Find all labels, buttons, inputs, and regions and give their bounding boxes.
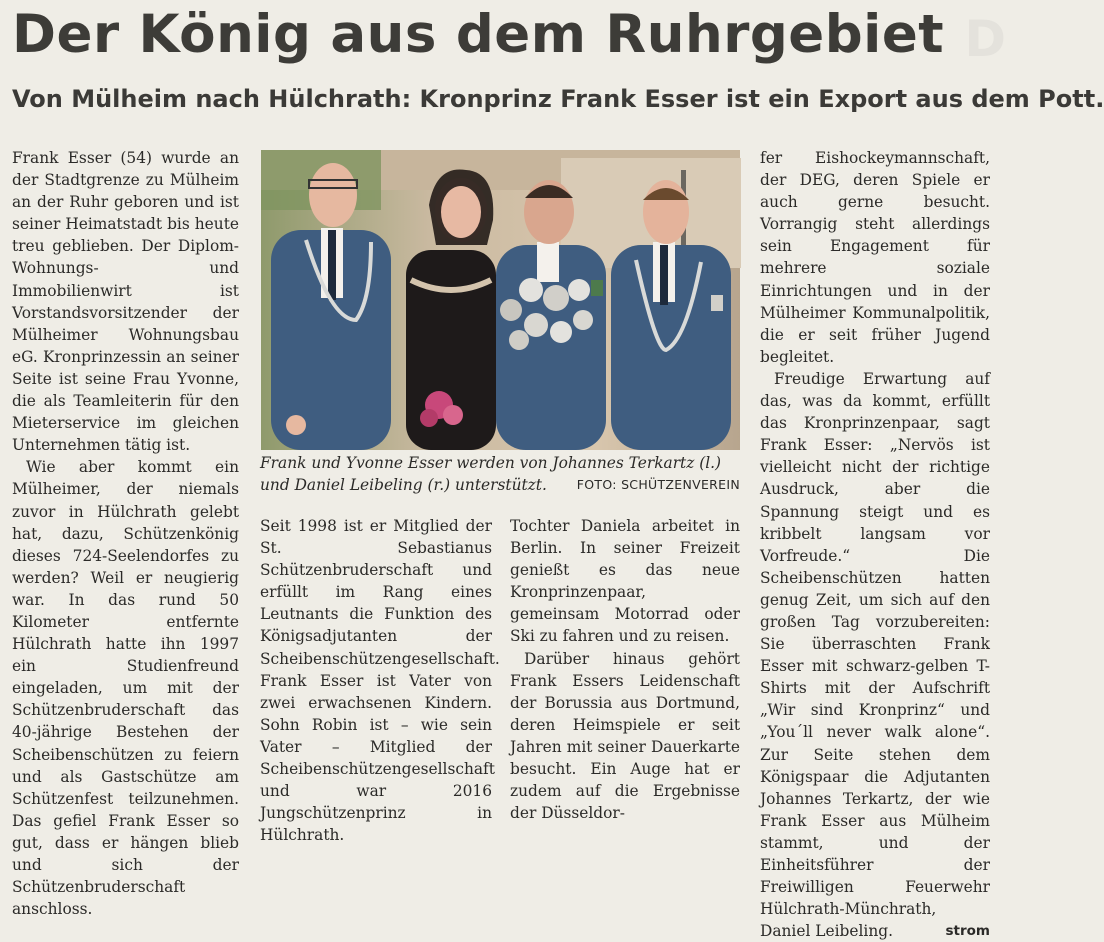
ghost-headline-fragment: D [964,10,1006,68]
paragraph: Tochter Daniela arbeitet in Berlin. In seiner Freizeit genießt es das neue Kronprinzenpaar, gemeinsam Motorrad oder Ski zu fahren und zu reisen. [510,517,740,646]
paragraph: Darüber hinaus gehört Frank Essers Leidenschaft der Borussia aus Dortmund, deren Heimspiele er seit Jahren mit seiner Dauerkarte besucht. Ein Auge hat er zudem auf die Ergebnisse der Düsseldor- [510,649,740,823]
subheadline: Von Mülheim nach Hülchrath: Kronprinz Frank Esser ist ein Export aus dem Pott. [12,85,1104,113]
paragraph: Frank Esser (54) wurde an der Stadtgrenze zu Mülheim an der Ruhr geboren und ist seiner Heimatstadt bis heute treu geblieben. Der Diplom-Wohnungs- und Immobilienwirt ist Vorstandsvorsitzender der Mülheimer Wohnungsbau eG. Kronprinzessin an seiner Seite ist seine Frau Yvonne, die als Teamleiterin für den Mieterservice im gleichen Unternehmen tätig ist. [12,149,239,455]
photo-caption [260,452,740,496]
article-column-1 [12,147,239,920]
paragraph-text: Freudige Erwartung auf das, was da kommt, erfüllt das Kronprinzenpaar, sagt Frank Esser: „Nervös ist vielleicht nicht der richtige Ausdruck, aber die Spannung steigt und es kribbelt langsam vor Vorfreude.“ Die Scheibenschützen hatten genug Zeit, um sich auf den großen Tag vorzubereiten: Sie überraschten Frank Esser mit schwarz-gelben T-Shirts mit der Aufschrift „Wir sind Kronprinz“ und „You´ll never walk alone“. Zur Seite stehen dem Königspaar die Adjutanten Johannes Terkartz, der wie Frank Esser aus Mülheim stammt, und der Einheitsführer der Freiwilligen Feuerwehr Hülchrath-Münchrath, Daniel Leibeling. [760,369,990,941]
paragraph: Seit 1998 ist er Mitglied der St. Sebastianus Schützenbruderschaft und erfüllt im Rang eines Leutnants die Funktion des Königsadjutanten der Scheibenschützengesellschaft. Frank Esser ist Vater von zwei erwachsenen Kindern. Sohn Robin ist – wie sein Vater – Mitglied der Scheibenschützengesellschaft und war 2016 Jungschützenprinz in Hülchrath. [260,517,500,845]
author-signature: strom [945,923,990,940]
paragraph [760,368,990,942]
paragraph: fer Eishockeymannschaft, der DEG, deren Spiele er auch gerne besucht. Vorrangig steht allerdings sein Engagement für mehrere soziale Einrichtungen und in der Mülheimer Kommunalpolitik, die er seit früher Jugend begleitet. [760,149,990,366]
photo-credit: FOTO: SCHÜTZENVEREIN [576,477,740,492]
headline: Der König aus dem Ruhrgebiet [12,4,945,65]
article-column-3 [510,515,740,824]
caption-text: Frank und Yvonne Esser werden von Johannes Terkartz (l.) und Daniel Leibeling (r.) unterstützt. [260,454,722,494]
photo-esser-group [261,150,740,450]
article-column-4 [760,147,990,942]
paragraph: Wie aber kommt ein Mülheimer, der niemals zuvor in Hülchrath gelebt hat, dazu, Schützenkönig dieses 724-Seelendorfes zu werden? Weil er neugierig war. In das rund 50 Kilometer entfernte Hülchrath hatte ihn 1997 ein Studienfreund eingeladen, um mit der Schützenbruderschaft das 40-jährige Bestehen der Scheibenschützen zu feiern und als Gastschütze am Schützenfest teilzunehmen. Das gefiel Frank Esser so gut, dass er hängen blieb und sich der Schützenbruderschaft anschloss. [12,458,239,919]
photo-illustration [261,150,740,450]
article-column-2 [260,515,500,846]
